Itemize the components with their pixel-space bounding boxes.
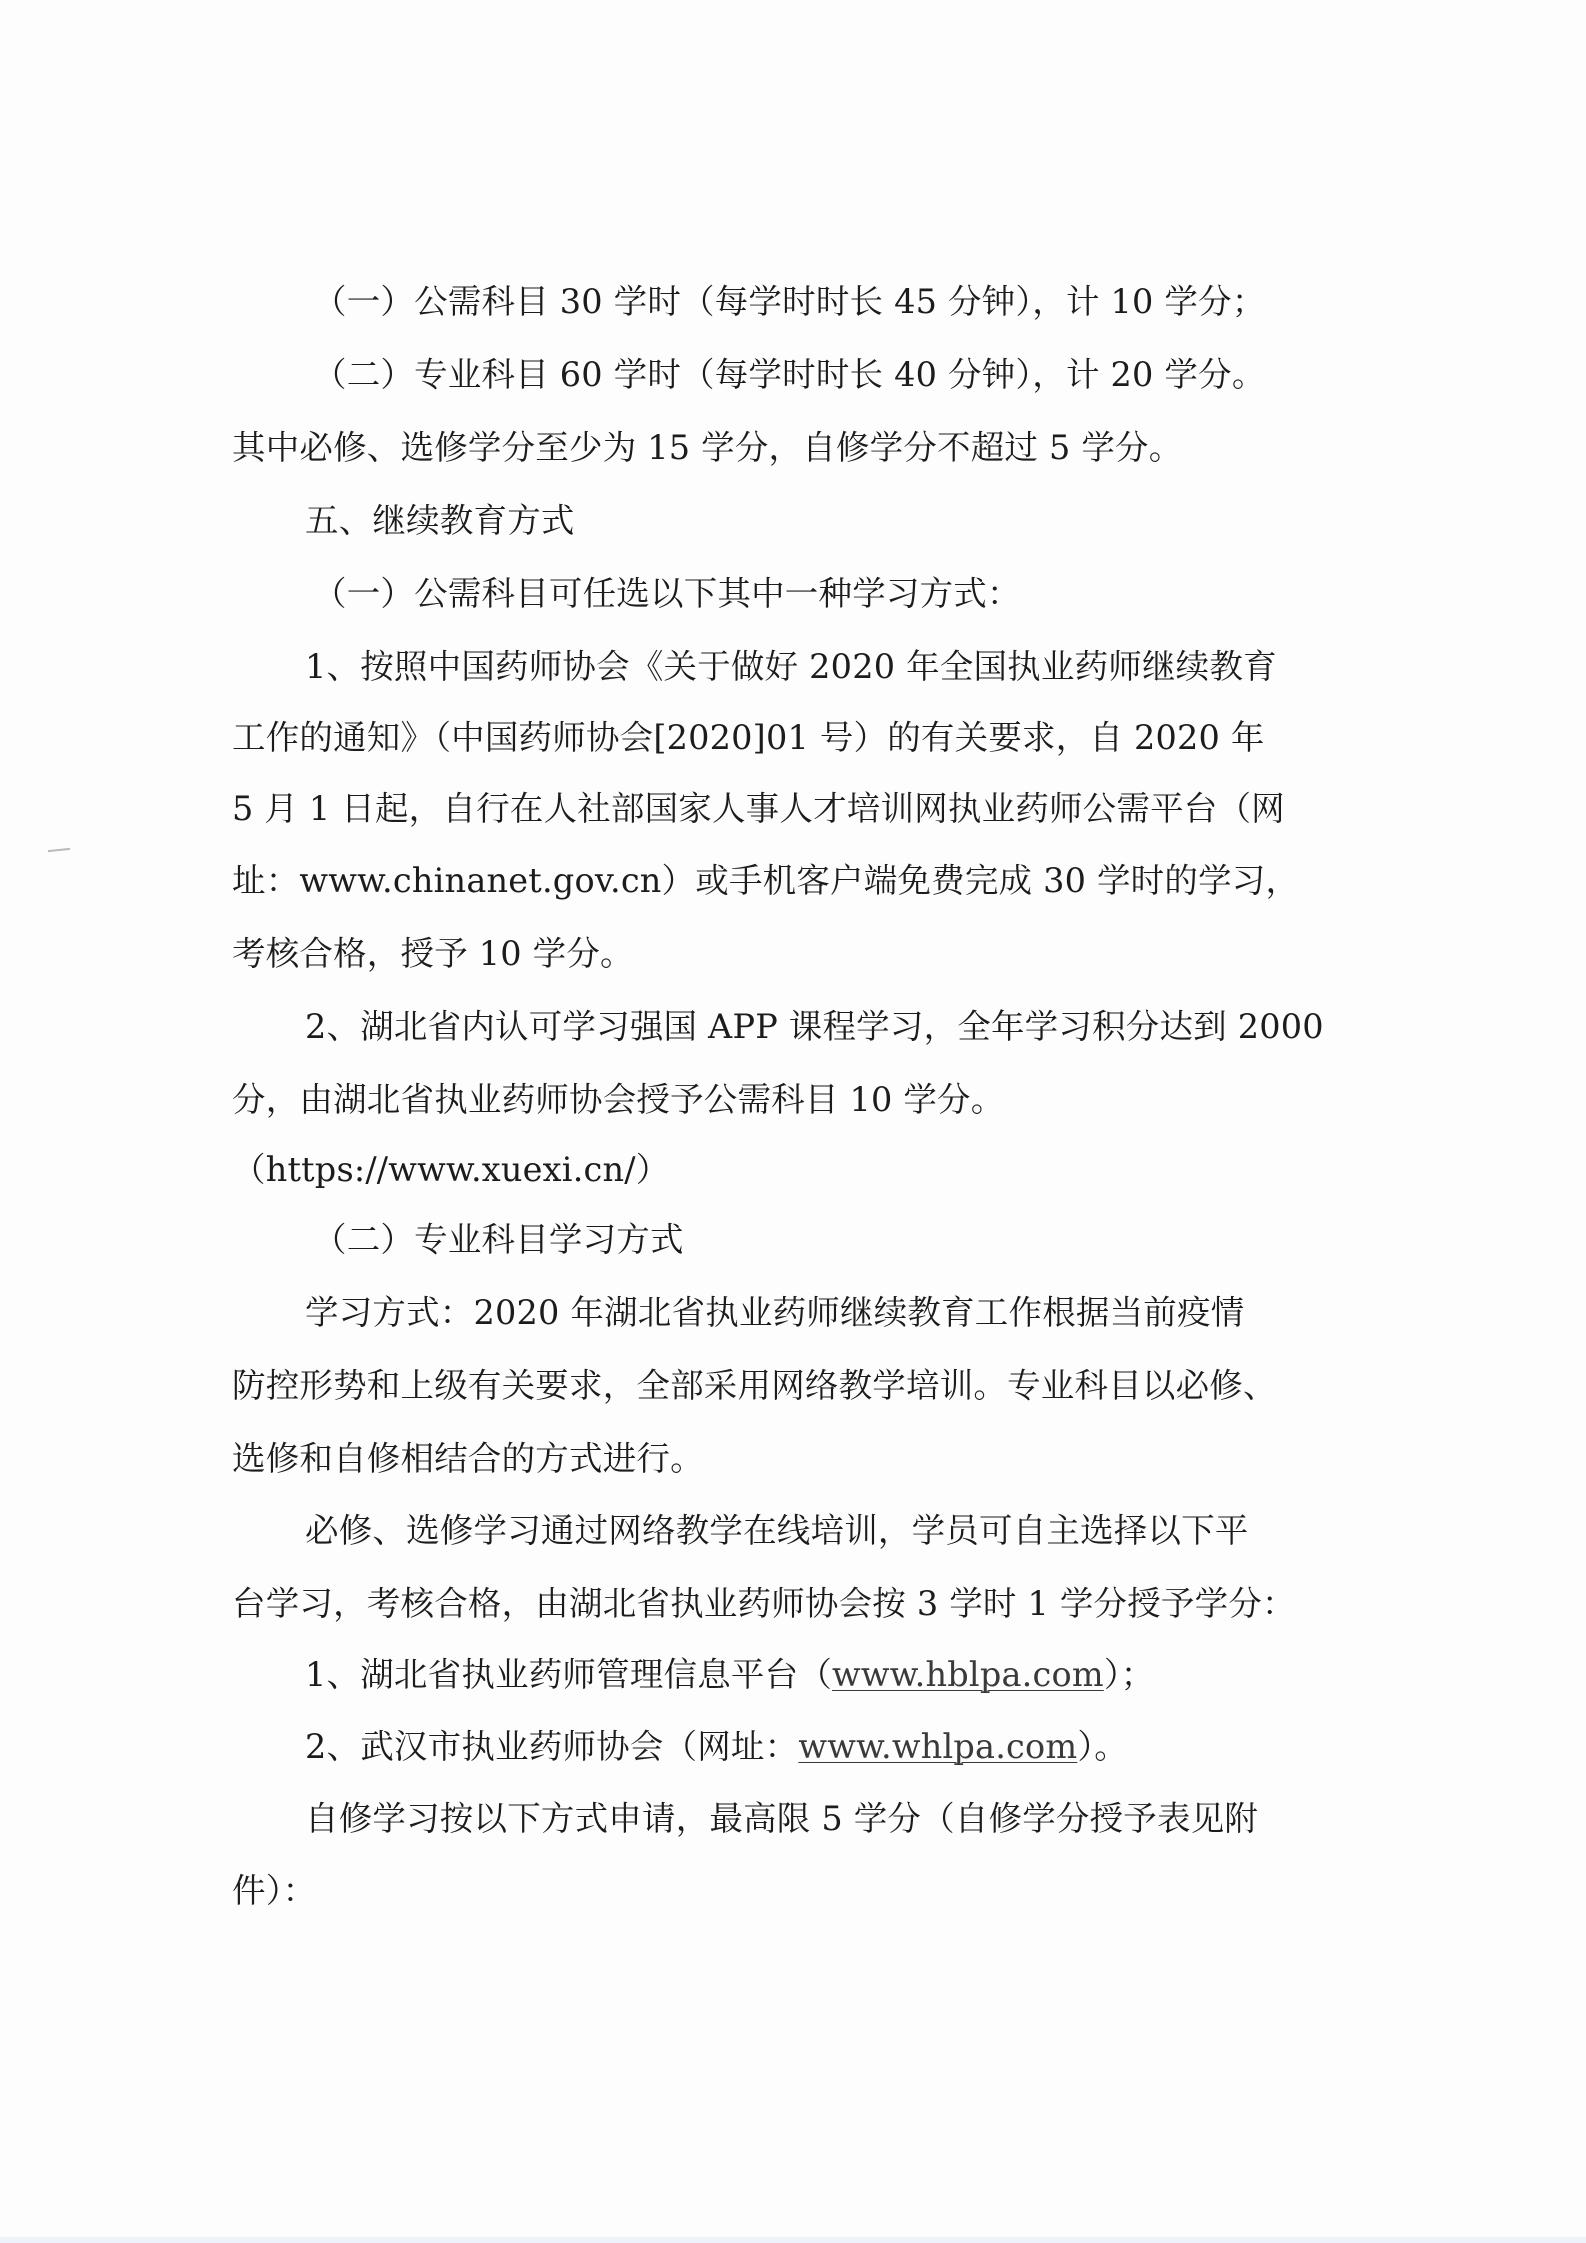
- paragraph-method-1-line-4: 址：www.chinanet.gov.cn）或手机客户端免费完成 30 学时的学习，: [232, 861, 1300, 900]
- whlpa-link[interactable]: www.whlpa.com: [798, 1727, 1078, 1766]
- platform-item-whlpa-suffix: ）。: [1077, 1727, 1129, 1766]
- paragraph-method-1-line-5: 考核合格，授予 10 学分。: [232, 934, 634, 973]
- scan-mark: [48, 848, 70, 852]
- paragraph-method-1-line-3: 5 月 1 日起，自行在人社部国家人事人才培训网执业药师公需平台（网: [232, 789, 1285, 828]
- platform-item-whlpa: [305, 1727, 1128, 1767]
- paragraph-method-2-line-1: 2、湖北省内认可学习强国 APP 课程学习，全年学习积分达到 2000: [305, 1007, 1324, 1046]
- paragraph-self-study-line-1: 自修学习按以下方式申请，最高限 5 学分（自修学分授予表见附: [305, 1799, 1259, 1838]
- paragraph-self-study-line-2: 件）：: [232, 1871, 317, 1910]
- paragraph-learning-method-line-1: 学习方式：2020 年湖北省执业药师继续教育工作根据当前疫情: [305, 1293, 1245, 1332]
- paragraph-credit-requirement: 其中必修、选修学分至少为 15 学分，自修学分不超过 5 学分。: [232, 428, 1183, 467]
- subheading-professional-subject-methods: （二）专业科目学习方式: [313, 1220, 684, 1259]
- platform-item-whlpa-prefix: 2、武汉市执业药师协会（网址：: [305, 1727, 799, 1766]
- paragraph-online-training-line-2: 台学习，考核合格，由湖北省执业药师协会按 3 学时 1 学分授予学分：: [232, 1584, 1296, 1623]
- paragraph-learning-method-line-2: 防控形势和上级有关要求，全部采用网络教学培训。专业科目以必修、: [232, 1366, 1277, 1405]
- section-heading-education-methods: 五、继续教育方式: [305, 501, 575, 540]
- platform-item-hblpa: [305, 1655, 1154, 1695]
- paragraph-method-2-line-2: 分，由湖北省执业药师协会授予公需科目 10 学分。: [232, 1080, 1005, 1119]
- platform-item-hblpa-prefix: 1、湖北省执业药师管理信息平台（: [305, 1655, 833, 1694]
- paragraph-method-1-line-2: 工作的通知》（中国药师协会[2020]01 号）的有关要求，自 2020 年: [232, 718, 1265, 757]
- hblpa-link[interactable]: www.hblpa.com: [832, 1655, 1104, 1694]
- paragraph-public-subject-hours: （一）公需科目 30 学时（每学时时长 45 分钟），计 10 学分；: [313, 282, 1266, 321]
- paragraph-professional-subject-hours: （二）专业科目 60 学时（每学时时长 40 分钟），计 20 学分。: [313, 355, 1266, 394]
- scan-edge: [0, 2237, 1586, 2243]
- paragraph-online-training-line-1: 必修、选修学习通过网络教学在线培训，学员可自主选择以下平: [305, 1511, 1249, 1550]
- xuexi-url-text: （https://www.xuexi.cn/）: [232, 1150, 670, 1189]
- subheading-public-subject-methods: （一）公需科目可任选以下其中一种学习方式：: [313, 574, 1021, 613]
- paragraph-method-1-line-1: 1、按照中国药师协会《关于做好 2020 年全国执业药师继续教育: [305, 647, 1277, 686]
- paragraph-learning-method-line-3: 选修和自修相结合的方式进行。: [232, 1439, 704, 1478]
- platform-item-hblpa-suffix: ）；: [1103, 1655, 1155, 1694]
